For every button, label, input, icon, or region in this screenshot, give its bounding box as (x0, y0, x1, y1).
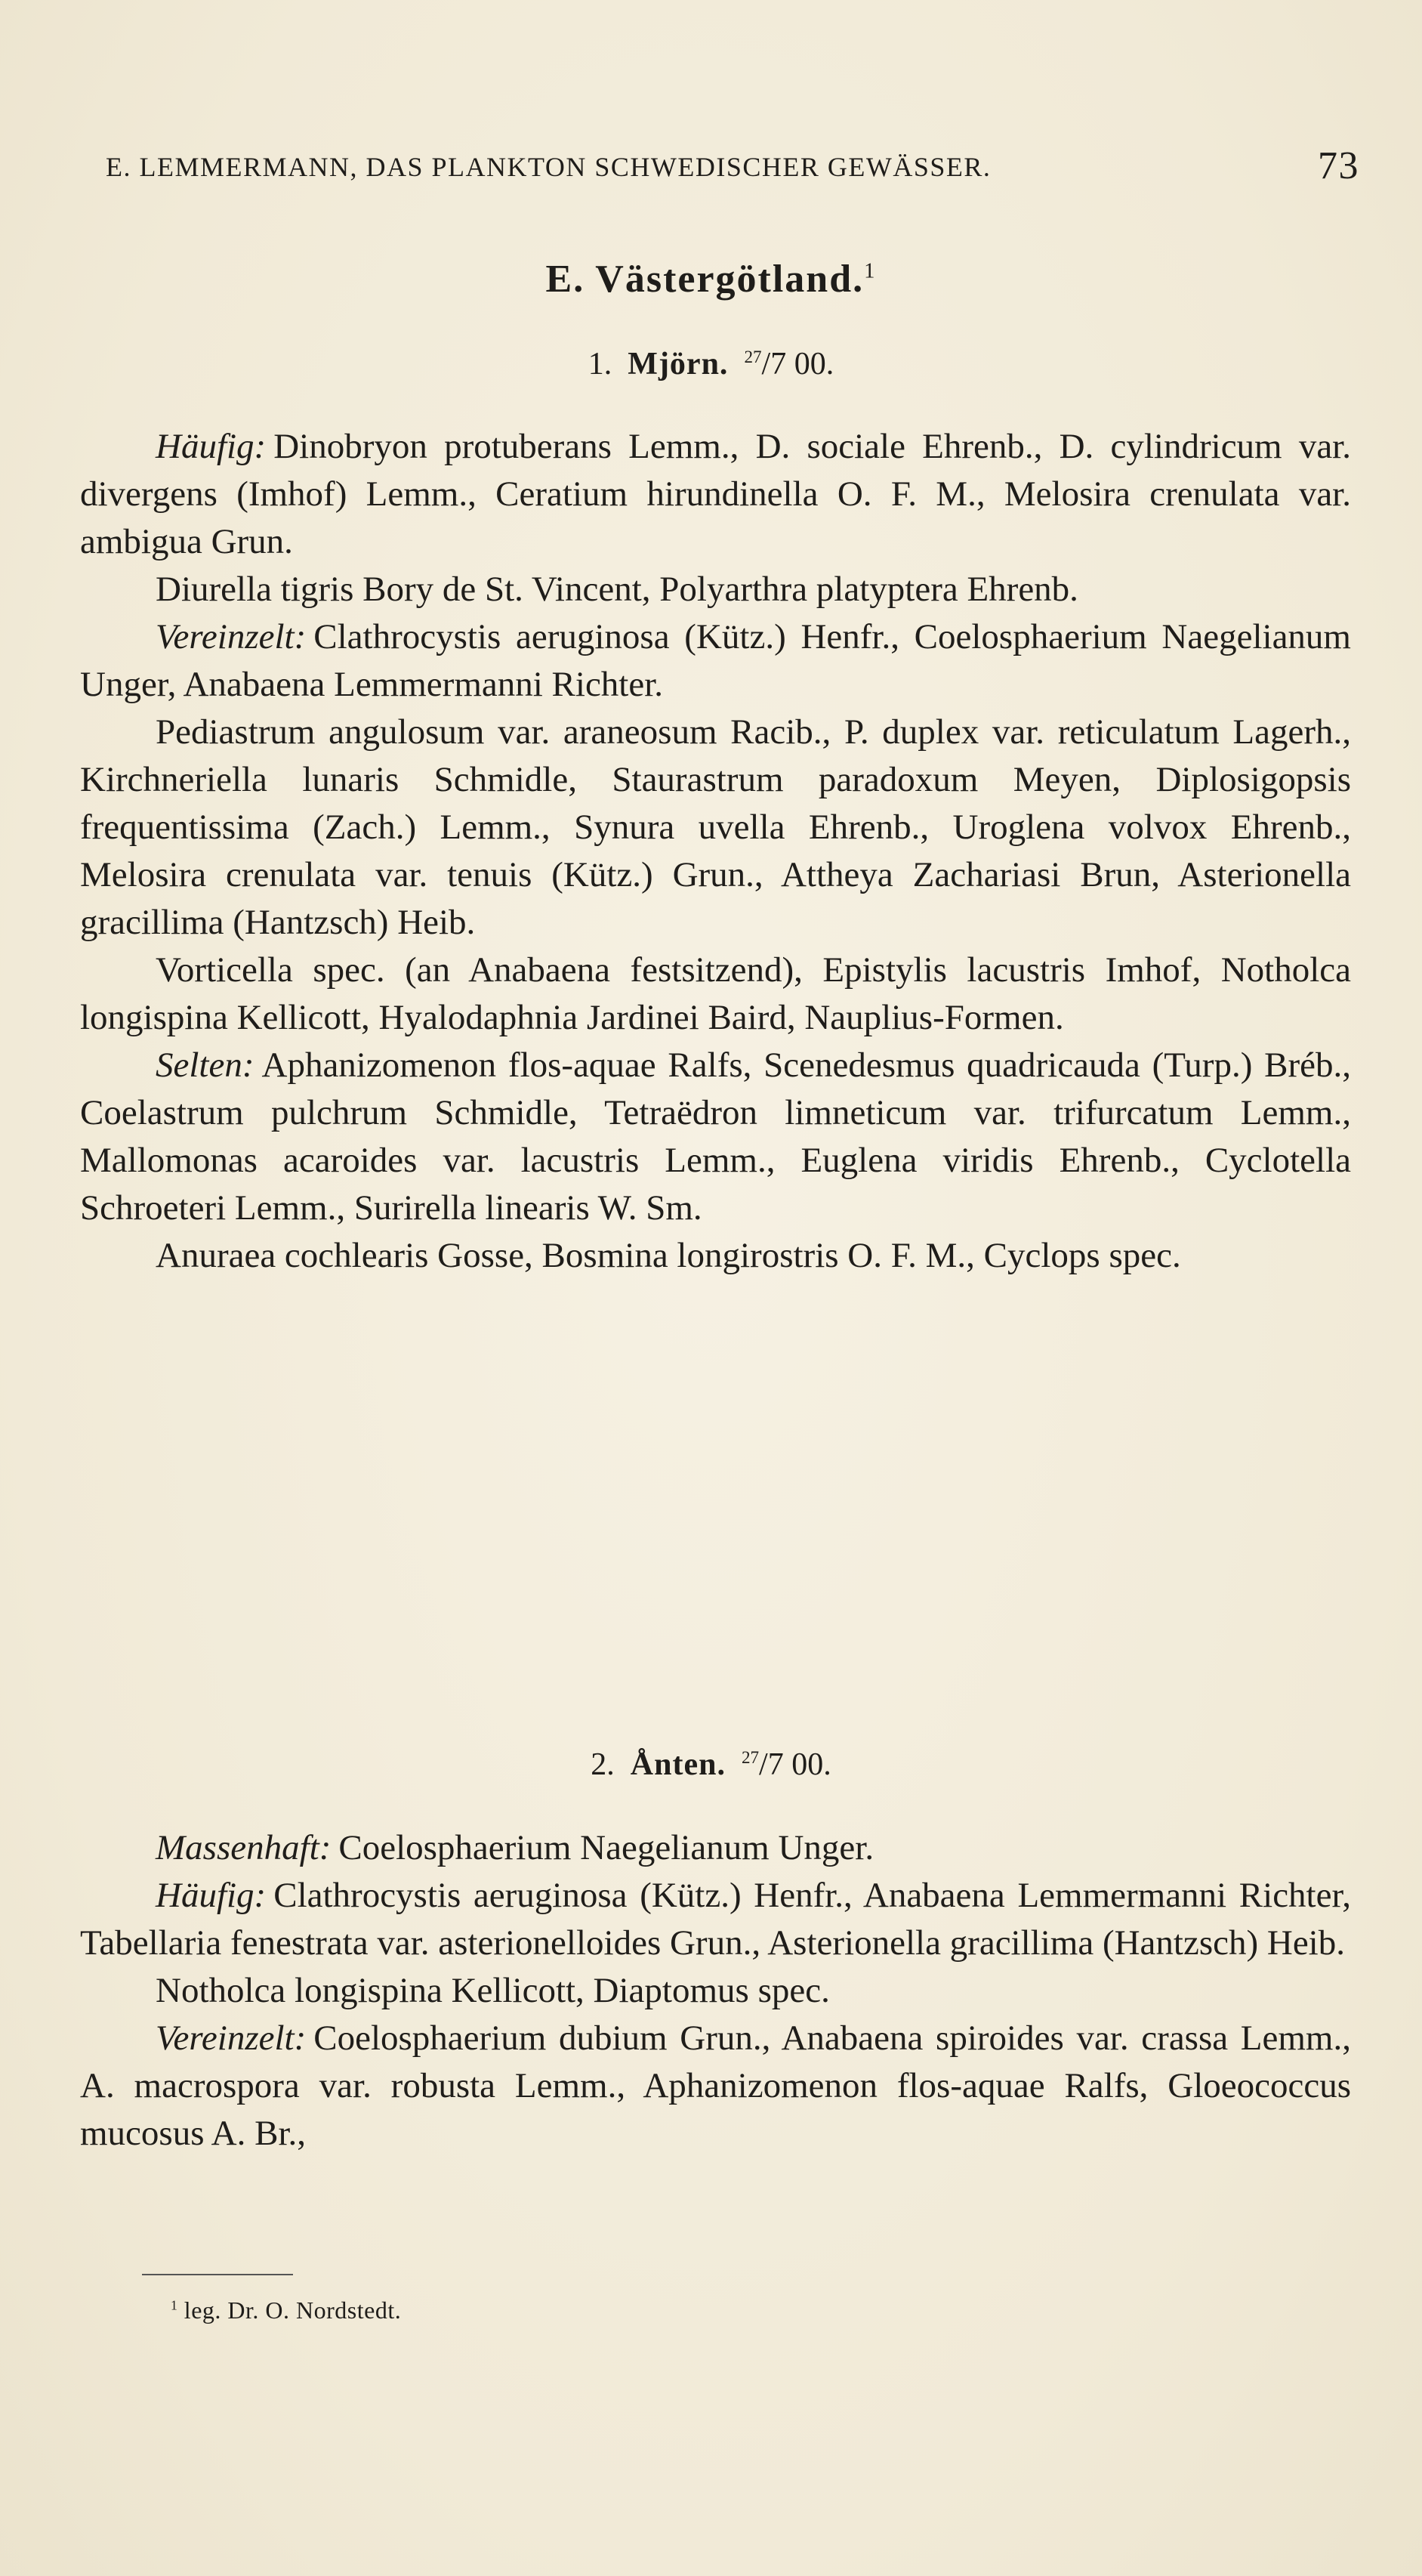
section-date-num: 27 (744, 347, 762, 366)
paragraph-text: Aphanizomenon flos-aquae Ralfs, Scenedesmus quadricauda (Turp.) Bréb., Coelastrum pulchrum Schmidle, Tetraëdron limneticum var. trifurcatum Lemm., Mallomonas acaroides var. lacustris Lemm., Euglena viridis Ehrenb., Cyclotella Schroeteri Lemm., Surirella linearis W. Sm. (80, 1046, 1351, 1228)
section-date-rest: /7 00. (761, 347, 834, 381)
frequency-label: Häufig: (156, 1876, 267, 1915)
frequency-label: Selten: (156, 1046, 254, 1085)
paragraph (80, 947, 1351, 1042)
paragraph (80, 1042, 1351, 1232)
section-heading-mjorn (0, 346, 1422, 382)
paragraph-text: Diurella tigris Bory de St. Vincent, Polyarthra platyptera Ehrenb. (156, 570, 1078, 609)
footnote-rule (142, 2274, 293, 2275)
section-heading-anten (0, 1747, 1422, 1783)
section-number: 1. (588, 347, 612, 381)
footnote (171, 2296, 401, 2324)
paragraph-text: Anuraea cochlearis Gosse, Bosmina longirostris O. F. M., Cyclops spec. (156, 1236, 1181, 1275)
paragraph (80, 613, 1351, 709)
paragraph (80, 709, 1351, 947)
paragraph (80, 1232, 1351, 1280)
section-body-mjorn (80, 423, 1351, 1280)
footnote-mark: 1 (171, 2297, 178, 2313)
paragraph (80, 423, 1351, 566)
running-title: E. LEMMERMANN, DAS PLANKTON SCHWEDISCHER GEWÄSSER. (106, 152, 992, 182)
paragraph-text: Dinobryon protuberans Lemm., D. sociale Ehrenb., D. cylindricum var. divergens (Imhof) Lemm., Ceratium hirundinella O. F. M., Melosira crenulata var. ambigua Grun. (80, 427, 1351, 561)
section-location: Mjörn. (628, 347, 729, 381)
page-number: 73 (1318, 144, 1359, 187)
section-date-num: 27 (741, 1747, 760, 1767)
frequency-label: Vereinzelt: (156, 2018, 307, 2058)
section-number: 2. (591, 1747, 615, 1782)
paragraph-text: Notholca longispina Kellicott, Diaptomus spec. (156, 1971, 830, 2010)
frequency-label: Vereinzelt: (156, 617, 307, 656)
footnote-text: leg. Dr. O. Nordstedt. (184, 2296, 402, 2324)
paragraph-text: Coelosphaerium Naegelianum Unger. (338, 1828, 874, 1867)
running-head (106, 144, 1359, 189)
paragraph-text: Vorticella spec. (an Anabaena festsitzend), Epistylis lacustris Imhof, Notholca longispina Kellicott, Hyalodaphnia Jardinei Baird, Nauplius-Formen. (80, 950, 1351, 1037)
frequency-label: Massenhaft: (156, 1828, 332, 1867)
section-location: Ånten. (630, 1747, 726, 1782)
frequency-label: Häufig: (156, 427, 267, 466)
paragraph-text: Clathrocystis aeruginosa (Kütz.) Henfr., Anabaena Lemmermanni Richter, Tabellaria fenestrata var. asterionelloides Grun., Asterionella gracillima (Hantzsch) Heib. (80, 1876, 1351, 1963)
paragraph-text: Coelosphaerium dubium Grun., Anabaena spiroides var. crassa Lemm., A. macrospora var. robusta Lemm., Aphanizomenon flos-aquae Ralfs, Gloeococcus mucosus A. Br., (80, 2018, 1351, 2153)
section-date-rest: /7 00. (759, 1747, 831, 1782)
region-heading (0, 257, 1422, 301)
paragraph-text: Clathrocystis aeruginosa (Kütz.) Henfr., Coelosphaerium Naegelianum Unger, Anabaena Lemmermanni Richter. (80, 617, 1351, 704)
paragraph-text: Pediastrum angulosum var. araneosum Racib., P. duplex var. reticulatum Lagerh., Kirchneriella lunaris Schmidle, Staurastrum paradoxum Meyen, Diplosigopsis frequentissima (Zach.) Lemm., Synura uvella Ehrenb., Uroglena volvox Ehrenb., Melosira crenulata var. tenuis (Kütz.) Grun., Attheya Zachariasi Brun, Asterionella gracillima (Hantzsch) Heib. (80, 712, 1351, 942)
paragraph (80, 1967, 1351, 2015)
heading-prefix: E. (545, 258, 585, 301)
heading-title: Västergötland. (595, 258, 865, 301)
paragraph (80, 1872, 1351, 1967)
heading-footnote-mark: 1 (864, 259, 877, 283)
paragraph (80, 1824, 1351, 1872)
section-body-anten (80, 1824, 1351, 2157)
paragraph (80, 2015, 1351, 2157)
paragraph (80, 566, 1351, 613)
